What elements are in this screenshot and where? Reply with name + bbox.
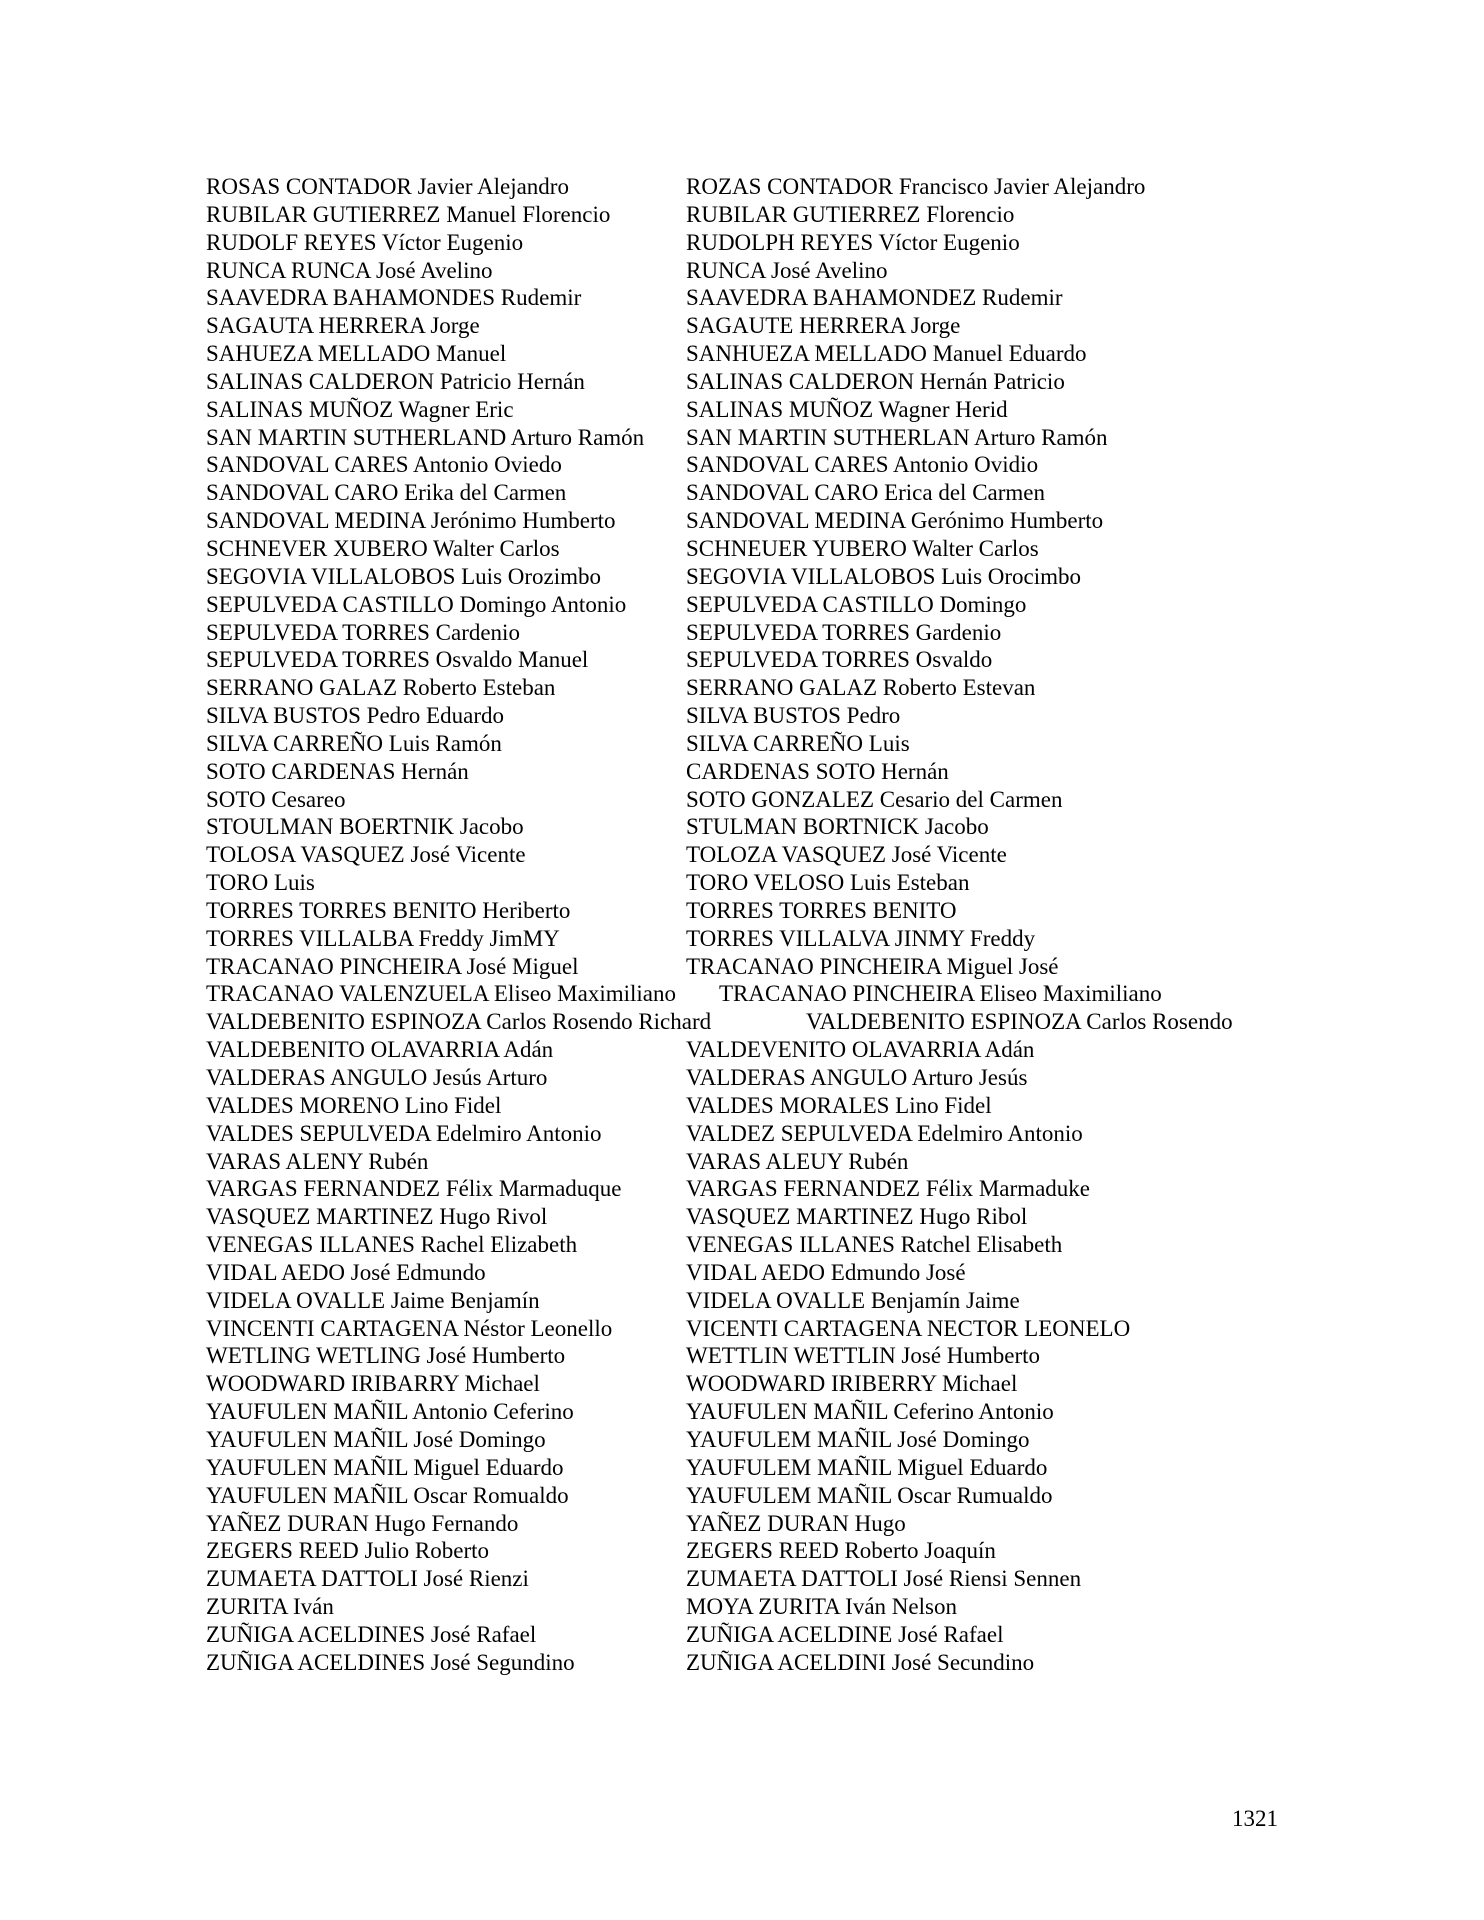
list-item (206, 507, 1306, 535)
original-name: ZUÑIGA ACELDINES José Rafael (206, 1621, 537, 1647)
list-item (206, 1593, 1306, 1621)
original-name: SEGOVIA VILLALOBOS Luis Orozimbo (206, 563, 602, 589)
original-name: VARGAS FERNANDEZ Félix Marmaduque (206, 1176, 622, 1202)
name-correspondence-list (206, 173, 1306, 1677)
list-item (206, 1342, 1306, 1370)
corrected-name: TORRES TORRES BENITO (686, 897, 957, 923)
original-name: SILVA BUSTOS Pedro Eduardo (206, 703, 504, 729)
list-item (206, 1537, 1306, 1565)
corrected-name: SALINAS CALDERON Hernán Patricio (686, 368, 1065, 394)
original-name: VALDEBENITO ESPINOZA Carlos Rosendo Richard (206, 1009, 712, 1035)
list-item (206, 1148, 1306, 1176)
list-item (206, 563, 1306, 591)
list-item (206, 173, 1306, 201)
corrected-name: CARDENAS SOTO Hernán (686, 758, 949, 784)
list-item (206, 730, 1306, 758)
corrected-name: SEPULVEDA TORRES Gardenio (686, 619, 1002, 645)
corrected-name: SANDOVAL CARES Antonio Ovidio (686, 452, 1039, 478)
list-item (206, 1036, 1306, 1064)
corrected-name: TOLOZA VASQUEZ José Vicente (686, 842, 1007, 868)
original-name: SAAVEDRA BAHAMONDES Rudemir (206, 285, 582, 311)
list-item (206, 229, 1306, 257)
original-name: SEPULVEDA TORRES Cardenio (206, 619, 520, 645)
original-name: VALDERAS ANGULO Jesús Arturo (206, 1065, 548, 1090)
list-item (206, 953, 1306, 981)
original-name: SANDOVAL CARES Antonio Oviedo (206, 452, 562, 478)
original-name: WOODWARD IRIBARRY Michael (206, 1371, 540, 1397)
corrected-name: TORO VELOSO Luis Esteban (686, 870, 970, 896)
original-name: VALDES MORENO Lino Fidel (206, 1092, 502, 1118)
original-name: TORO Luis (206, 870, 315, 896)
list-item (206, 1621, 1306, 1649)
corrected-name: WOODWARD IRIBERRY Michael (686, 1371, 1018, 1397)
list-item (206, 674, 1306, 702)
list-item (206, 1510, 1306, 1538)
original-name: SAN MARTIN SUTHERLAND Arturo Ramón (206, 424, 645, 450)
original-name: TORRES VILLALBA Freddy JimMY (206, 925, 560, 951)
list-item (206, 451, 1306, 479)
corrected-name: SCHNEUER YUBERO Walter Carlos (686, 535, 1039, 561)
corrected-name: MOYA ZURITA Iván Nelson (686, 1594, 957, 1620)
original-name: SERRANO GALAZ Roberto Esteban (206, 675, 556, 701)
corrected-name: ZEGERS REED Roberto Joaquín (686, 1538, 996, 1564)
list-item (206, 312, 1306, 340)
list-item (206, 1370, 1306, 1398)
list-item (206, 897, 1306, 925)
list-item (206, 424, 1306, 452)
corrected-name: ZUÑIGA ACELDINI José Secundino (686, 1649, 1035, 1675)
original-name: YAUFULEN MAÑIL José Domingo (206, 1426, 546, 1452)
corrected-name: VIDAL AEDO Edmundo José (686, 1259, 966, 1285)
corrected-name: YAUFULEM MAÑIL Miguel Eduardo (686, 1454, 1048, 1480)
original-name: WETLING WETLING José Humberto (206, 1343, 566, 1369)
original-name: TORRES TORRES BENITO Heriberto (206, 897, 571, 923)
corrected-name: TRACANAO PINCHEIRA Eliseo Maximiliano (719, 981, 1162, 1007)
original-name: YAÑEZ DURAN Hugo Fernando (206, 1510, 519, 1536)
corrected-name: VALDEVENITO OLAVARRIA Adán (686, 1037, 1035, 1063)
list-item (206, 1175, 1306, 1203)
corrected-name: SEGOVIA VILLALOBOS Luis Orocimbo (686, 563, 1082, 589)
corrected-name: SOTO GONZALEZ Cesario del Carmen (686, 786, 1063, 812)
corrected-name: RUBILAR GUTIERREZ Florencio (686, 201, 1015, 227)
corrected-name: YAUFULEM MAÑIL José Domingo (686, 1426, 1030, 1452)
corrected-name: SILVA BUSTOS Pedro (686, 703, 901, 729)
corrected-name: WETTLIN WETTLIN José Humberto (686, 1343, 1041, 1369)
original-name: TOLOSA VASQUEZ José Vicente (206, 842, 526, 868)
list-item (206, 980, 1306, 1008)
original-name: VASQUEZ MARTINEZ Hugo Rivol (206, 1204, 548, 1230)
list-item (206, 1565, 1306, 1593)
corrected-name: VASQUEZ MARTINEZ Hugo Ribol (686, 1204, 1028, 1230)
original-name: SCHNEVER XUBERO Walter Carlos (206, 535, 560, 561)
original-name: VINCENTI CARTAGENA Néstor Leonello (206, 1315, 613, 1341)
list-item (206, 1426, 1306, 1454)
list-item (206, 619, 1306, 647)
original-name: SALINAS CALDERON Patricio Hernán (206, 368, 585, 394)
list-item (206, 1120, 1306, 1148)
corrected-name: SILVA CARREÑO Luis (686, 730, 910, 756)
corrected-name: ZUÑIGA ACELDINE José Rafael (686, 1621, 1004, 1647)
list-item (206, 786, 1306, 814)
original-name: ZUÑIGA ACELDINES José Segundino (206, 1649, 575, 1675)
corrected-name: VENEGAS ILLANES Ratchel Elisabeth (686, 1232, 1063, 1258)
original-name: VALDES SEPULVEDA Edelmiro Antonio (206, 1120, 602, 1146)
list-item (206, 758, 1306, 786)
corrected-name: SAAVEDRA BAHAMONDEZ Rudemir (686, 285, 1063, 311)
list-item (206, 1315, 1306, 1343)
list-item (206, 535, 1306, 563)
corrected-name: VICENTI CARTAGENA NECTOR LEONELO (686, 1315, 1131, 1341)
corrected-name: SALINAS MUÑOZ Wagner Herid (686, 396, 1008, 422)
corrected-name: STULMAN BORTNICK Jacobo (686, 814, 989, 840)
list-item (206, 1454, 1306, 1482)
list-item (206, 284, 1306, 312)
original-name: VIDAL AEDO José Edmundo (206, 1259, 486, 1285)
corrected-name: VARGAS FERNANDEZ Félix Marmaduke (686, 1176, 1090, 1202)
original-name: STOULMAN BOERTNIK Jacobo (206, 814, 524, 840)
list-item (206, 702, 1306, 730)
list-item (206, 1231, 1306, 1259)
list-item (206, 1092, 1306, 1120)
corrected-name: SANDOVAL MEDINA Gerónimo Humberto (686, 508, 1104, 534)
original-name: TRACANAO PINCHEIRA José Miguel (206, 953, 579, 979)
corrected-name: YAÑEZ DURAN Hugo (686, 1510, 906, 1536)
corrected-name: SANHUEZA MELLADO Manuel Eduardo (686, 341, 1087, 367)
original-name: ZEGERS REED Julio Roberto (206, 1538, 490, 1564)
original-name: SOTO CARDENAS Hernán (206, 758, 469, 784)
corrected-name: SEPULVEDA TORRES Osvaldo (686, 647, 993, 673)
list-item (206, 368, 1306, 396)
corrected-name: RUNCA José Avelino (686, 257, 888, 283)
corrected-name: YAUFULEM MAÑIL Oscar Rumualdo (686, 1482, 1053, 1508)
corrected-name: ROZAS CONTADOR Francisco Javier Alejandro (686, 174, 1146, 199)
corrected-name: SAN MARTIN SUTHERLAN Arturo Ramón (686, 424, 1108, 450)
corrected-name: VALDERAS ANGULO Arturo Jesús (686, 1065, 1028, 1090)
corrected-name: VIDELA OVALLE Benjamín Jaime (686, 1287, 1020, 1313)
page-number: 1321 (1232, 1806, 1278, 1831)
original-name: RUBILAR GUTIERREZ Manuel Florencio (206, 201, 611, 227)
list-item (206, 1649, 1306, 1677)
original-name: SALINAS MUÑOZ Wagner Eric (206, 396, 514, 422)
list-item (206, 646, 1306, 674)
corrected-name: TORRES VILLALVA JINMY Freddy (686, 925, 1036, 951)
original-name: SAHUEZA MELLADO Manuel (206, 341, 507, 367)
original-name: SANDOVAL CARO Erika del Carmen (206, 480, 567, 506)
list-item (206, 201, 1306, 229)
corrected-name: SERRANO GALAZ Roberto Estevan (686, 675, 1036, 701)
list-item (206, 257, 1306, 285)
list-item (206, 1008, 1306, 1036)
original-name: VALDEBENITO OLAVARRIA Adán (206, 1037, 554, 1063)
original-name: SOTO Cesareo (206, 786, 346, 812)
original-name: VIDELA OVALLE Jaime Benjamín (206, 1287, 540, 1313)
corrected-name: VALDES MORALES Lino Fidel (686, 1092, 992, 1118)
corrected-name: VALDEBENITO ESPINOZA Carlos Rosendo (806, 1009, 1233, 1035)
corrected-name: VARAS ALEUY Rubén (686, 1148, 909, 1174)
corrected-name: TRACANAO PINCHEIRA Miguel José (686, 953, 1059, 979)
corrected-name: ZUMAETA DATTOLI José Riensi Sennen (686, 1566, 1082, 1592)
list-item (206, 813, 1306, 841)
list-item (206, 591, 1306, 619)
original-name: YAUFULEN MAÑIL Miguel Eduardo (206, 1454, 564, 1480)
list-item (206, 1203, 1306, 1231)
corrected-name: RUDOLPH REYES Víctor Eugenio (686, 229, 1020, 255)
original-name: SAGAUTA HERRERA Jorge (206, 313, 480, 339)
list-item (206, 479, 1306, 507)
original-name: SEPULVEDA CASTILLO Domingo Antonio (206, 591, 627, 617)
list-item (206, 869, 1306, 897)
original-name: ROSAS CONTADOR Javier Alejandro (206, 174, 569, 199)
original-name: SILVA CARREÑO Luis Ramón (206, 730, 502, 756)
original-name: ZUMAETA DATTOLI José Rienzi (206, 1566, 529, 1592)
list-item (206, 1287, 1306, 1315)
list-item (206, 340, 1306, 368)
corrected-name: SAGAUTE HERRERA Jorge (686, 313, 961, 339)
list-item (206, 1064, 1306, 1092)
list-item (206, 1398, 1306, 1426)
original-name: VARAS ALENY Rubén (206, 1148, 429, 1174)
original-name: TRACANAO VALENZUELA Eliseo Maximiliano (206, 981, 676, 1007)
corrected-name: YAUFULEN MAÑIL Ceferino Antonio (686, 1399, 1054, 1425)
original-name: SANDOVAL MEDINA Jerónimo Humberto (206, 508, 616, 534)
list-item (206, 1259, 1306, 1287)
original-name: RUNCA RUNCA José Avelino (206, 257, 493, 283)
list-item (206, 1482, 1306, 1510)
list-item (206, 925, 1306, 953)
list-item (206, 841, 1306, 869)
corrected-name: SEPULVEDA CASTILLO Domingo (686, 591, 1027, 617)
original-name: SEPULVEDA TORRES Osvaldo Manuel (206, 647, 589, 673)
corrected-name: SANDOVAL CARO Erica del Carmen (686, 480, 1046, 506)
original-name: ZURITA Iván (206, 1594, 334, 1620)
list-item (206, 396, 1306, 424)
original-name: VENEGAS ILLANES Rachel Elizabeth (206, 1232, 578, 1258)
original-name: RUDOLF REYES Víctor Eugenio (206, 229, 524, 255)
original-name: YAUFULEN MAÑIL Antonio Ceferino (206, 1399, 574, 1425)
original-name: YAUFULEN MAÑIL Oscar Romualdo (206, 1482, 569, 1508)
corrected-name: VALDEZ SEPULVEDA Edelmiro Antonio (686, 1120, 1083, 1146)
